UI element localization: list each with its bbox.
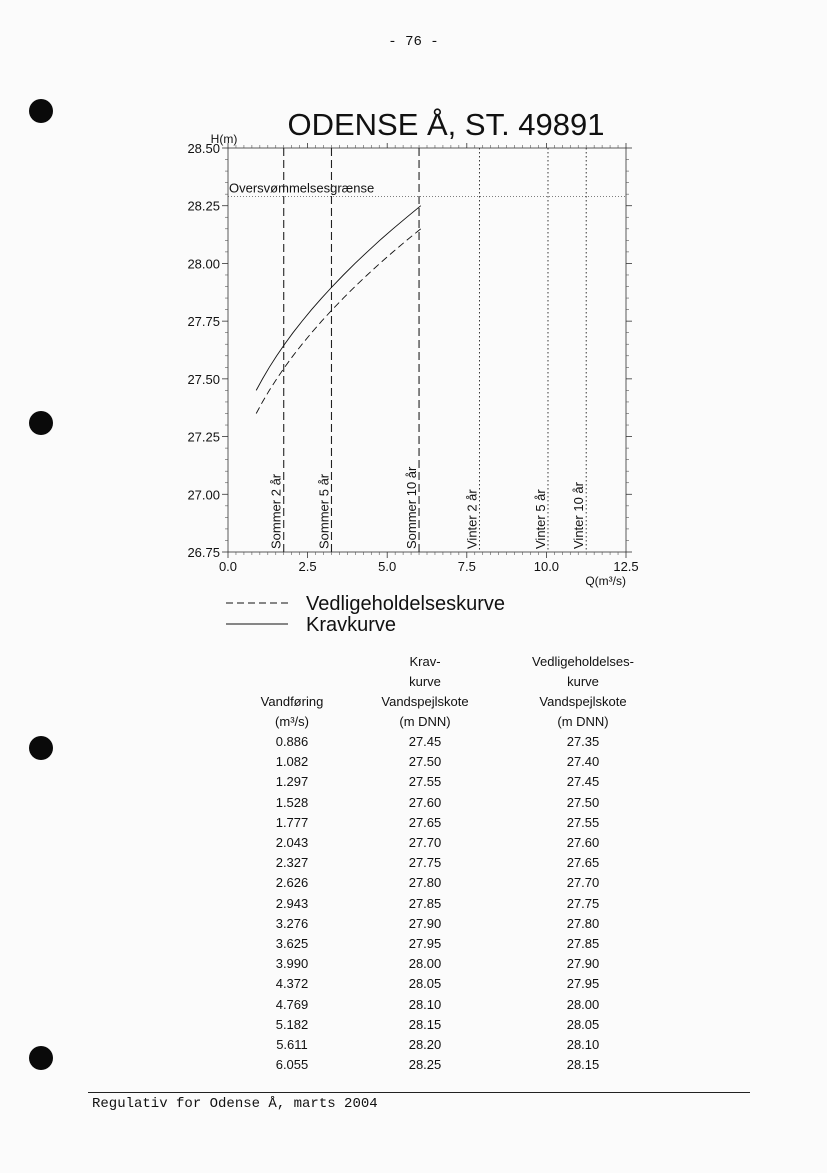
table-header-row bbox=[230, 672, 670, 692]
x-tick-label: 5.0 bbox=[378, 559, 397, 574]
table-cell: 27.65 bbox=[566, 855, 600, 871]
table-header-row bbox=[230, 652, 670, 672]
return-period-label: Vinter 10 år bbox=[571, 482, 587, 549]
table-cell: 27.60 bbox=[408, 794, 442, 810]
table-row bbox=[230, 752, 670, 772]
y-tick-label: 27.25 bbox=[187, 429, 220, 445]
table-header-cell: Krav- bbox=[409, 654, 441, 669]
table-cell: 27.85 bbox=[566, 936, 600, 952]
table-header-cell bbox=[230, 672, 354, 692]
table-row bbox=[230, 894, 670, 914]
table-header-row bbox=[230, 712, 670, 732]
x-tick-label: 10.0 bbox=[533, 559, 560, 574]
requirement-curve-line bbox=[256, 206, 421, 391]
table-cell: 27.95 bbox=[566, 976, 600, 992]
return-period-label: Sommer 10 år bbox=[404, 466, 420, 549]
table-cell: 27.45 bbox=[566, 774, 600, 790]
table-cell: 27.55 bbox=[408, 774, 442, 790]
table-cell: 27.50 bbox=[566, 794, 600, 810]
table-cell: 5.611 bbox=[276, 1037, 308, 1053]
x-tick-label: 12.5 bbox=[613, 559, 639, 574]
table-cell: 4.769 bbox=[275, 996, 309, 1012]
table-cell: 1.297 bbox=[275, 774, 309, 790]
x-tick-label: 2.5 bbox=[298, 559, 317, 574]
table-header-cell: Vedligeholdelses- bbox=[532, 654, 634, 669]
table-cell: 28.05 bbox=[408, 976, 442, 992]
table-cell: 28.00 bbox=[566, 996, 600, 1012]
table-row bbox=[230, 772, 670, 792]
table-cell: 27.55 bbox=[566, 814, 600, 830]
table-row bbox=[230, 873, 670, 893]
y-tick-label: 26.75 bbox=[187, 545, 220, 560]
table-cell: 27.75 bbox=[408, 855, 442, 871]
table-cell: 28.15 bbox=[408, 1016, 442, 1032]
return-period-label: Vinter 5 år bbox=[532, 489, 548, 549]
table-cell: 27.65 bbox=[408, 814, 442, 830]
table-row bbox=[230, 1035, 670, 1055]
plot-frame bbox=[228, 148, 626, 552]
table-cell: 27.60 bbox=[566, 835, 600, 851]
table-cell: 1.528 bbox=[275, 794, 309, 810]
table-cell: 28.05 bbox=[566, 1016, 600, 1032]
table-row bbox=[230, 934, 670, 954]
table-cell: 27.40 bbox=[566, 754, 600, 770]
table-cell: 2.943 bbox=[275, 895, 309, 911]
table-cell: 5.182 bbox=[275, 1016, 309, 1032]
table-header-cell: (m DNN) bbox=[399, 714, 451, 729]
table-row bbox=[230, 732, 670, 752]
y-tick-label: 27.75 bbox=[187, 314, 220, 330]
table-cell: 3.276 bbox=[275, 915, 309, 931]
table-row bbox=[230, 813, 670, 833]
table-cell: 28.10 bbox=[566, 1037, 600, 1053]
return-period-label: Sommer 5 år bbox=[316, 473, 332, 549]
footer-rule bbox=[88, 1092, 750, 1093]
table-cell: 2.626 bbox=[275, 875, 309, 891]
table-cell: 1.777 bbox=[275, 814, 309, 830]
table-row bbox=[230, 793, 670, 813]
table-header-cell: Vandspejlskote bbox=[539, 694, 627, 709]
table-header-cell: Vandføring bbox=[260, 694, 324, 709]
table-cell: 28.00 bbox=[408, 956, 442, 972]
table-header-cell: kurve bbox=[409, 674, 441, 689]
table-cell: 27.90 bbox=[566, 956, 600, 972]
y-axis-label: H(m) bbox=[210, 132, 238, 146]
table-cell: 27.90 bbox=[408, 915, 442, 931]
table-header-row bbox=[230, 692, 670, 712]
table-cell: 3.625 bbox=[275, 936, 309, 952]
maintenance-curve-line bbox=[256, 229, 421, 414]
rating-table bbox=[230, 652, 670, 1075]
table-cell: 27.95 bbox=[408, 936, 442, 952]
table-cell: 2.327 bbox=[275, 855, 309, 871]
y-tick-label: 27.00 bbox=[187, 487, 220, 503]
table-row bbox=[230, 1015, 670, 1035]
table-cell: 27.80 bbox=[408, 875, 442, 891]
punch-hole bbox=[29, 1046, 53, 1070]
table-header-cell: kurve bbox=[567, 674, 599, 689]
table-cell: 28.10 bbox=[408, 996, 442, 1012]
table-cell: 0.886 bbox=[275, 734, 309, 749]
table-row bbox=[230, 995, 670, 1015]
table-cell: 2.043 bbox=[275, 835, 309, 851]
table-header-cell: (m DNN) bbox=[557, 714, 609, 729]
flood-limit-label: Oversvømmelsesgrænse bbox=[229, 180, 375, 196]
page-number: - 76 - bbox=[388, 34, 439, 50]
table-cell: 27.75 bbox=[566, 895, 600, 911]
table-cell: 27.70 bbox=[566, 875, 600, 891]
table-cell: 28.25 bbox=[408, 1057, 442, 1073]
table-cell: 1.082 bbox=[275, 754, 309, 770]
table-row bbox=[230, 954, 670, 974]
table-cell: 27.45 bbox=[408, 734, 442, 749]
x-tick-label: 7.5 bbox=[457, 559, 476, 574]
table-cell: 6.055 bbox=[275, 1057, 309, 1073]
legend-label: Vedligeholdelseskurve bbox=[306, 593, 506, 615]
y-tick-label: 28.50 bbox=[187, 141, 220, 156]
table-header-cell: Vandspejlskote bbox=[381, 694, 469, 709]
table-cell: 27.35 bbox=[566, 734, 600, 749]
table-cell: 27.70 bbox=[408, 835, 442, 851]
table-cell: 28.20 bbox=[408, 1037, 442, 1053]
table-cell: 27.50 bbox=[408, 754, 442, 770]
table-header-cell bbox=[230, 652, 354, 672]
footer-text: Regulativ for Odense Å, marts 2004 bbox=[92, 1096, 378, 1112]
table-header-cell: (m³/s) bbox=[275, 714, 309, 729]
table-cell: 27.80 bbox=[566, 915, 600, 931]
return-period-label: Sommer 2 år bbox=[268, 473, 284, 549]
table-cell: 3.990 bbox=[275, 956, 309, 972]
table-row bbox=[230, 914, 670, 934]
table-cell: 27.85 bbox=[408, 895, 442, 911]
x-tick-label: 0.0 bbox=[218, 559, 238, 574]
table-row bbox=[230, 1055, 670, 1075]
table-row bbox=[230, 833, 670, 853]
x-axis-label: Q(m³/s) bbox=[585, 574, 626, 588]
y-tick-label: 28.25 bbox=[187, 198, 220, 214]
y-tick-label: 28.00 bbox=[187, 256, 220, 272]
legend-label: Kravkurve bbox=[306, 614, 397, 636]
chart-title: ODENSE Å, ST. 49891 bbox=[287, 107, 605, 142]
y-tick-label: 27.50 bbox=[187, 371, 220, 387]
table-row bbox=[230, 853, 670, 873]
punch-hole bbox=[29, 736, 53, 760]
table-row bbox=[230, 974, 670, 994]
table-cell: 28.15 bbox=[566, 1057, 600, 1073]
table-cell: 4.372 bbox=[275, 976, 309, 992]
return-period-label: Vinter 2 år bbox=[464, 489, 480, 549]
